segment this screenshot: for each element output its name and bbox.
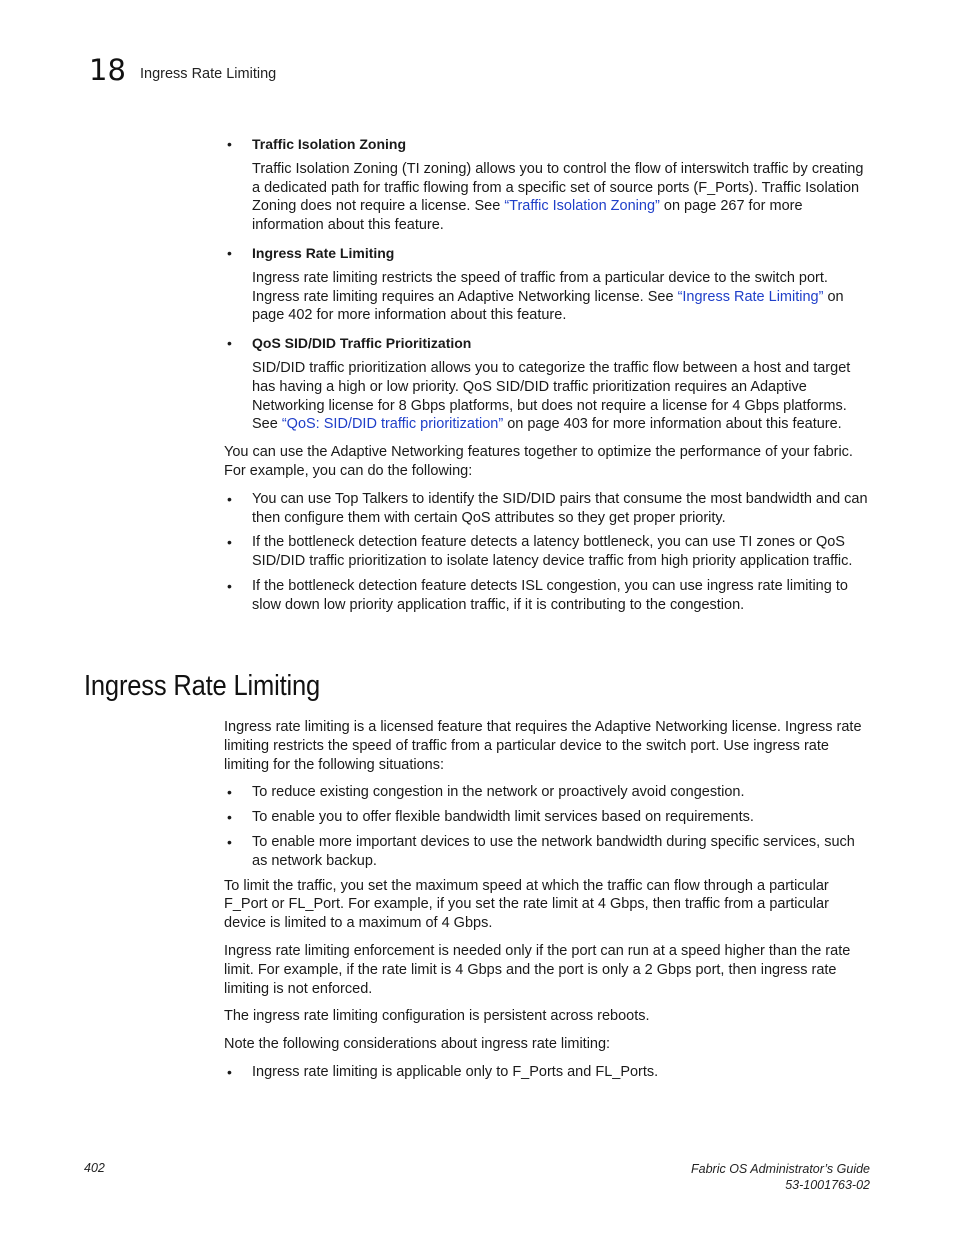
list-item bbox=[224, 533, 874, 571]
xref-link-qos-sid-did[interactable]: “QoS: SID/DID traffic prioritization” bbox=[281, 416, 504, 433]
feature-title: Ingress Rate Limiting bbox=[252, 244, 395, 261]
list-item bbox=[224, 808, 874, 827]
chapter-number: 18 bbox=[89, 53, 126, 87]
feature-text: on page 402 for more information about this feature. bbox=[252, 288, 844, 324]
bullet-icon: • bbox=[227, 809, 232, 826]
list-item-text: To enable more important devices to use the network bandwidth during specific services, such as network backup. bbox=[252, 833, 855, 869]
feature-heading bbox=[224, 334, 874, 354]
bullet-icon: • bbox=[227, 534, 232, 551]
feature-description bbox=[224, 269, 874, 325]
feature-text: on page 267 for more information about this feature. bbox=[252, 198, 803, 234]
feature-text: on page 403 for more information about this feature. bbox=[503, 416, 842, 433]
page-number: 402 bbox=[84, 1161, 105, 1175]
section-paragraph: Ingress rate limiting enforcement is needed only if the port can run at a speed higher than the rate limit. For example, if the rate limit is 4 Gbps and the port is only a 2 Gbps port, then ingress rate limiting is not enforced. bbox=[224, 942, 851, 997]
feature-text: SID/DID traffic prioritization allows you to categorize the traffic flow between a host and target has having a high or low priority. QoS SID/DID traffic prioritization requires an Adaptive Networking license for 8 Gbps platforms, but does not require a license for 4 Gbps platforms. See bbox=[252, 359, 851, 433]
bullet-icon: • bbox=[227, 577, 232, 594]
list-item-text: If the bottleneck detection feature detects a latency bottleneck, you can use TI zones or QoS SID/DID traffic prioritization to isolate latency device traffic from high priority application traffic. bbox=[252, 534, 853, 570]
bullet-icon: • bbox=[227, 136, 232, 152]
section-paragraph: Ingress rate limiting is a licensed feature that requires the Adaptive Networking license. Ingress rate limiting restricts the speed of traffic from a particular device to the switch port. Use ingress rate limiting for the following situations: bbox=[224, 719, 862, 773]
bullet-icon: • bbox=[227, 1063, 232, 1080]
section-paragraph: Note the following considerations about ingress rate limiting: bbox=[224, 1036, 611, 1053]
bullet-icon: • bbox=[227, 784, 232, 801]
list-item-text: Ingress rate limiting is applicable only to F_Ports and FL_Ports. bbox=[252, 1063, 659, 1080]
bullet-icon: • bbox=[227, 244, 232, 261]
bullet-icon: • bbox=[227, 335, 232, 352]
xref-link-traffic-isolation-zoning[interactable]: “Traffic Isolation Zoning” bbox=[504, 198, 660, 215]
list-item bbox=[224, 490, 874, 528]
list-item-text: You can use Top Talkers to identify the SID/DID pairs that consume the most bandwidth and can then configure them with certain QoS attributes so they get proper priority. bbox=[252, 490, 868, 526]
feature-description bbox=[224, 160, 874, 235]
list-item-text: To enable you to offer flexible bandwidth limit services based on requirements. bbox=[252, 809, 754, 826]
feature-title: QoS SID/DID Traffic Prioritization bbox=[252, 335, 472, 352]
doc-number: 53-1001763-02 bbox=[785, 1178, 870, 1192]
section-heading: Ingress Rate Limiting bbox=[84, 670, 321, 702]
footer-book-info bbox=[691, 1161, 870, 1193]
feature-description bbox=[224, 359, 874, 434]
list-item bbox=[224, 577, 874, 615]
feature-list bbox=[224, 135, 874, 615]
feature-text: Ingress rate limiting restricts the speed of traffic from a particular device to the switch port. Ingress rate limiting requires an Adaptive Networking license. See bbox=[252, 269, 828, 305]
book-title: Fabric OS Administrator’s Guide bbox=[691, 1162, 870, 1176]
running-header-title: Ingress Rate Limiting bbox=[140, 66, 277, 82]
feature-text: Traffic Isolation Zoning (TI zoning) allows you to control the flow of interswitch traffic by creating a dedicated path for traffic flowing from a specific set of source ports (F_Ports). Traffic Isolation Zoning does not require a license. See bbox=[252, 160, 864, 215]
list-item-text: To reduce existing congestion in the network or proactively avoid congestion. bbox=[252, 784, 745, 801]
xref-link-ingress-rate-limiting[interactable]: “Ingress Rate Limiting” bbox=[677, 288, 824, 305]
list-item-text: If the bottleneck detection feature detects ISL congestion, you can use ingress rate limiting to slow down low priority application traffic, if it is contributing to the congestion. bbox=[252, 577, 848, 613]
feature-heading bbox=[224, 135, 874, 155]
intro-paragraph: You can use the Adaptive Networking features together to optimize the performance of your fabric. For example, you can do the following: bbox=[224, 444, 853, 479]
list-item bbox=[224, 783, 874, 802]
list-item bbox=[224, 833, 874, 871]
feature-heading bbox=[224, 244, 874, 264]
bullet-icon: • bbox=[227, 833, 232, 850]
list-item bbox=[224, 1063, 874, 1082]
section-body bbox=[224, 718, 874, 1082]
feature-title: Traffic Isolation Zoning bbox=[252, 136, 406, 152]
bullet-icon: • bbox=[227, 490, 232, 507]
section-paragraph: The ingress rate limiting configuration is persistent across reboots. bbox=[224, 1008, 650, 1025]
section-paragraph: To limit the traffic, you set the maximum speed at which the traffic can flow through a particular F_Port or FL_Port. For example, if you set the rate limit at 4 Gbps, then traffic from a particular device is limited to a maximum of 4 Gbps. bbox=[224, 877, 829, 932]
